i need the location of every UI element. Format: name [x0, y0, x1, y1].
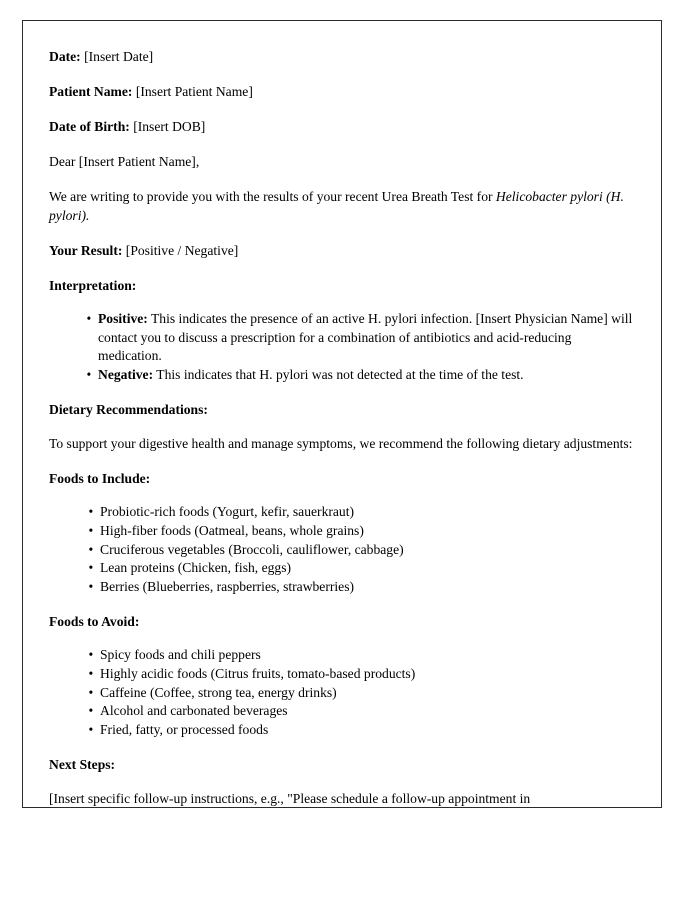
field-date-of-birth-value: [Insert DOB]: [133, 119, 206, 134]
list-item: • Alcohol and carbonated beverages: [89, 702, 633, 721]
interpretation-heading: Interpretation:: [49, 278, 137, 293]
intro-species-name: Helicobacter pylori (H. pylori).: [49, 189, 624, 223]
foods-to-avoid-list: [49, 646, 633, 739]
field-patient-name: [49, 82, 633, 101]
list-item: • Probiotic-rich foods (Yogurt, kefir, sauerkraut): [89, 503, 633, 522]
dietary-paragraph: To support your digestive health and manage symptoms, we recommend the following dietary adjustments:: [49, 436, 633, 452]
field-patient-name-label: Patient Name:: [49, 84, 133, 99]
field-date: [49, 47, 633, 66]
list-item: • Lean proteins (Chicken, fish, eggs): [89, 559, 633, 578]
list-item: [87, 310, 633, 366]
field-date-label: Date:: [49, 49, 81, 64]
field-date-of-birth-label: Date of Birth:: [49, 119, 130, 134]
field-patient-name-value: [Insert Patient Name]: [135, 84, 253, 99]
field-date-value: [Insert Date]: [84, 49, 154, 64]
interpretation-list: [49, 310, 633, 384]
foods-to-avoid-heading: Foods to Avoid:: [49, 614, 140, 630]
dietary-recommendations-heading: Dietary Recommendations:: [49, 402, 208, 418]
interpretation-positive-lead: Positive:: [98, 311, 148, 326]
document-page: [22, 20, 662, 808]
intro-text: We are writing to provide you with the results of your recent Urea Breath Test for: [49, 189, 496, 204]
interpretation-negative-text: This indicates that H. pylori was not detected at the time of the test.: [153, 366, 524, 382]
list-item: • Highly acidic foods (Citrus fruits, tomato-based products): [89, 665, 633, 684]
list-item: • Caffeine (Coffee, strong tea, energy drinks): [89, 684, 633, 703]
salutation: Dear [Insert Patient Name],: [49, 154, 200, 169]
result-label: Your Result:: [49, 243, 123, 258]
result-value: [Positive / Negative]: [125, 243, 239, 258]
document-body: [23, 21, 662, 808]
list-item: • Spicy foods and chili peppers: [89, 646, 633, 665]
list-item: • Berries (Blueberries, raspberries, strawberries): [89, 578, 633, 597]
interpretation-negative-lead: Negative:: [98, 366, 154, 382]
list-item: [87, 366, 633, 385]
field-date-of-birth: [49, 117, 633, 136]
list-item: • Cruciferous vegetables (Broccoli, cauliflower, cabbage): [89, 541, 633, 560]
next-steps-heading: Next Steps:: [49, 757, 116, 773]
foods-to-include-list: [49, 503, 633, 596]
interpretation-positive-text: This indicates the presence of an active H. pylori infection. [Insert Physician Name] will contact you to discuss a prescription for a combination of antibiotics and acid-reducing medication.: [98, 311, 633, 364]
foods-to-include-heading: Foods to Include:: [49, 471, 151, 487]
result-line: [49, 241, 633, 260]
intro-paragraph: [49, 187, 633, 225]
next-steps-clipped-line: [Insert specific follow-up instructions, e.g., "Please schedule a follow-up appointment in: [49, 791, 531, 807]
list-item: • High-fiber foods (Oatmeal, beans, whole grains): [89, 522, 633, 541]
list-item: • Fried, fatty, or processed foods: [89, 721, 633, 740]
